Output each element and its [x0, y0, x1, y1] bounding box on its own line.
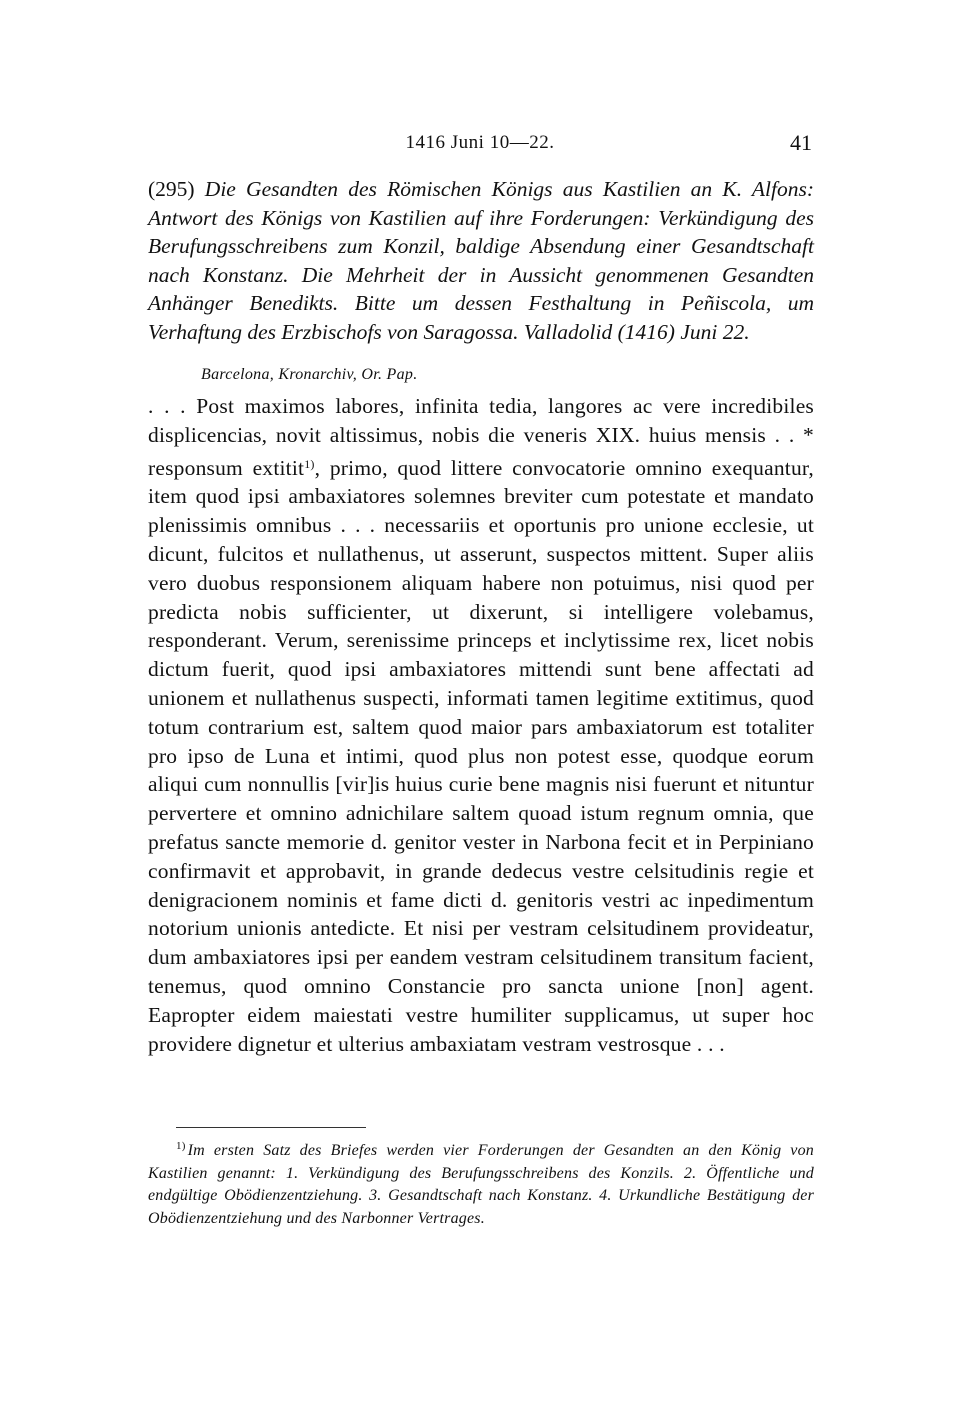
page-number: 41	[790, 130, 812, 155]
footnote-mark: 1)	[176, 1140, 186, 1152]
latin-text-part-2: , primo, quod littere convocatorie omnino exequantur, item quod ipsi ambaxiatores solemnes breviter cum potestate et mandato plenissimis omnibus . . . necessariis et oportunis pro unione ecclesie, ut dicunt, fulcitos et nullathenus, ut asserunt, suspectos mittent. Super aliis vero duobus responsionem aliquam habere non potuimus, nisi quod per predicta nobis sufficienter, ut dixerunt, si intelligere volebamus, responderant. Verum, serenissime princeps et inclytissime rex, licet nobis dictum fuerit, quod ipsi ambaxiatores mittendi sunt bene affectati ad unionem et nullathenus suspecti, informati tamen legitime extitimus, quod totum contrarium est, saltem quod maior pars ambaxiatorum est totaliter pro ipso de Luna et intimi, quod plus non potest esse, quodque eorum aliqui cum nonnullis [vir]is huius curie bene magnis nisi fuerunt et nituntur pervertere et omnino adnichilare saltem quoad istum regnum omnia, que prefatus sancte memorie d. genitor vester in Narbona fecit et in Perpiniano confirmavit et approbavit, in grande dedecus vestre celsitudinis regie et denigracionem nominis et fame dicti d. genitoris vestri ac inpedimentum notorium unionis antedicte. Et nisi per vestram celsitudinem provideatur, dum ambaxiatores ipsi per eandem vestram celsitudinem transitum facient, tenemus, quod omnino Constancie pro sancta unione [non] agent. Eapropter eidem maiestati vestre humiliter supplicamus, ut super hoc providere dignetur et ulterius ambaxiatam vestram vestrosque . . .	[148, 455, 814, 1056]
footnote-text: Im ersten Satz des Briefes werden vier Forderungen der Gesandten an den König von Kastilien genannt: 1. Verkündigung des Berufungsschreibens des Konzils. 2. Öffentliche und endgültige Obödienzentziehung. 3. Gesandtschaft nach Konstanz. 4. Urkundliche Bestätigung der Obödienzentziehung und des Narbonner Vertrages.	[148, 1142, 814, 1227]
latin-paragraph	[148, 392, 814, 1058]
regest-summary	[148, 175, 814, 346]
footnote	[148, 1135, 814, 1230]
latin-text	[148, 392, 814, 1058]
source-citation: Barcelona, Kronarchiv, Or. Pap.	[201, 366, 418, 383]
footnote-divider	[176, 1127, 366, 1128]
regest-text: Die Gesandten des Römischen Königs aus Kastilien an K. Alfons: Antwort des Königs von Kastilien auf ihre Forderungen: Verkündigung des Berufungsschreibens zum Konzil, baldige Absendung einer Gesandtschaft nach Konstanz. Die Mehrheit der in Aussicht genommenen Gesandten Anhänger Benedikts. Bitte um dessen Festhaltung in Peñiscola, um Verhaftung des Erzbischofs von Saragossa. Valladolid (1416) Juni 22.	[148, 177, 815, 344]
document-number: (295)	[148, 177, 195, 201]
footnote-reference: 1)	[304, 456, 315, 471]
latin-text-part-1: . . . Post maximos labores, infinita tedia, langores ac vere incredibiles displicencias, novit altissimus, nobis die veneris XIX. huius mensis . . * responsum extitit	[148, 394, 814, 480]
running-head	[148, 132, 812, 162]
running-head-date: 1416 Juni 10—22.	[405, 132, 555, 153]
